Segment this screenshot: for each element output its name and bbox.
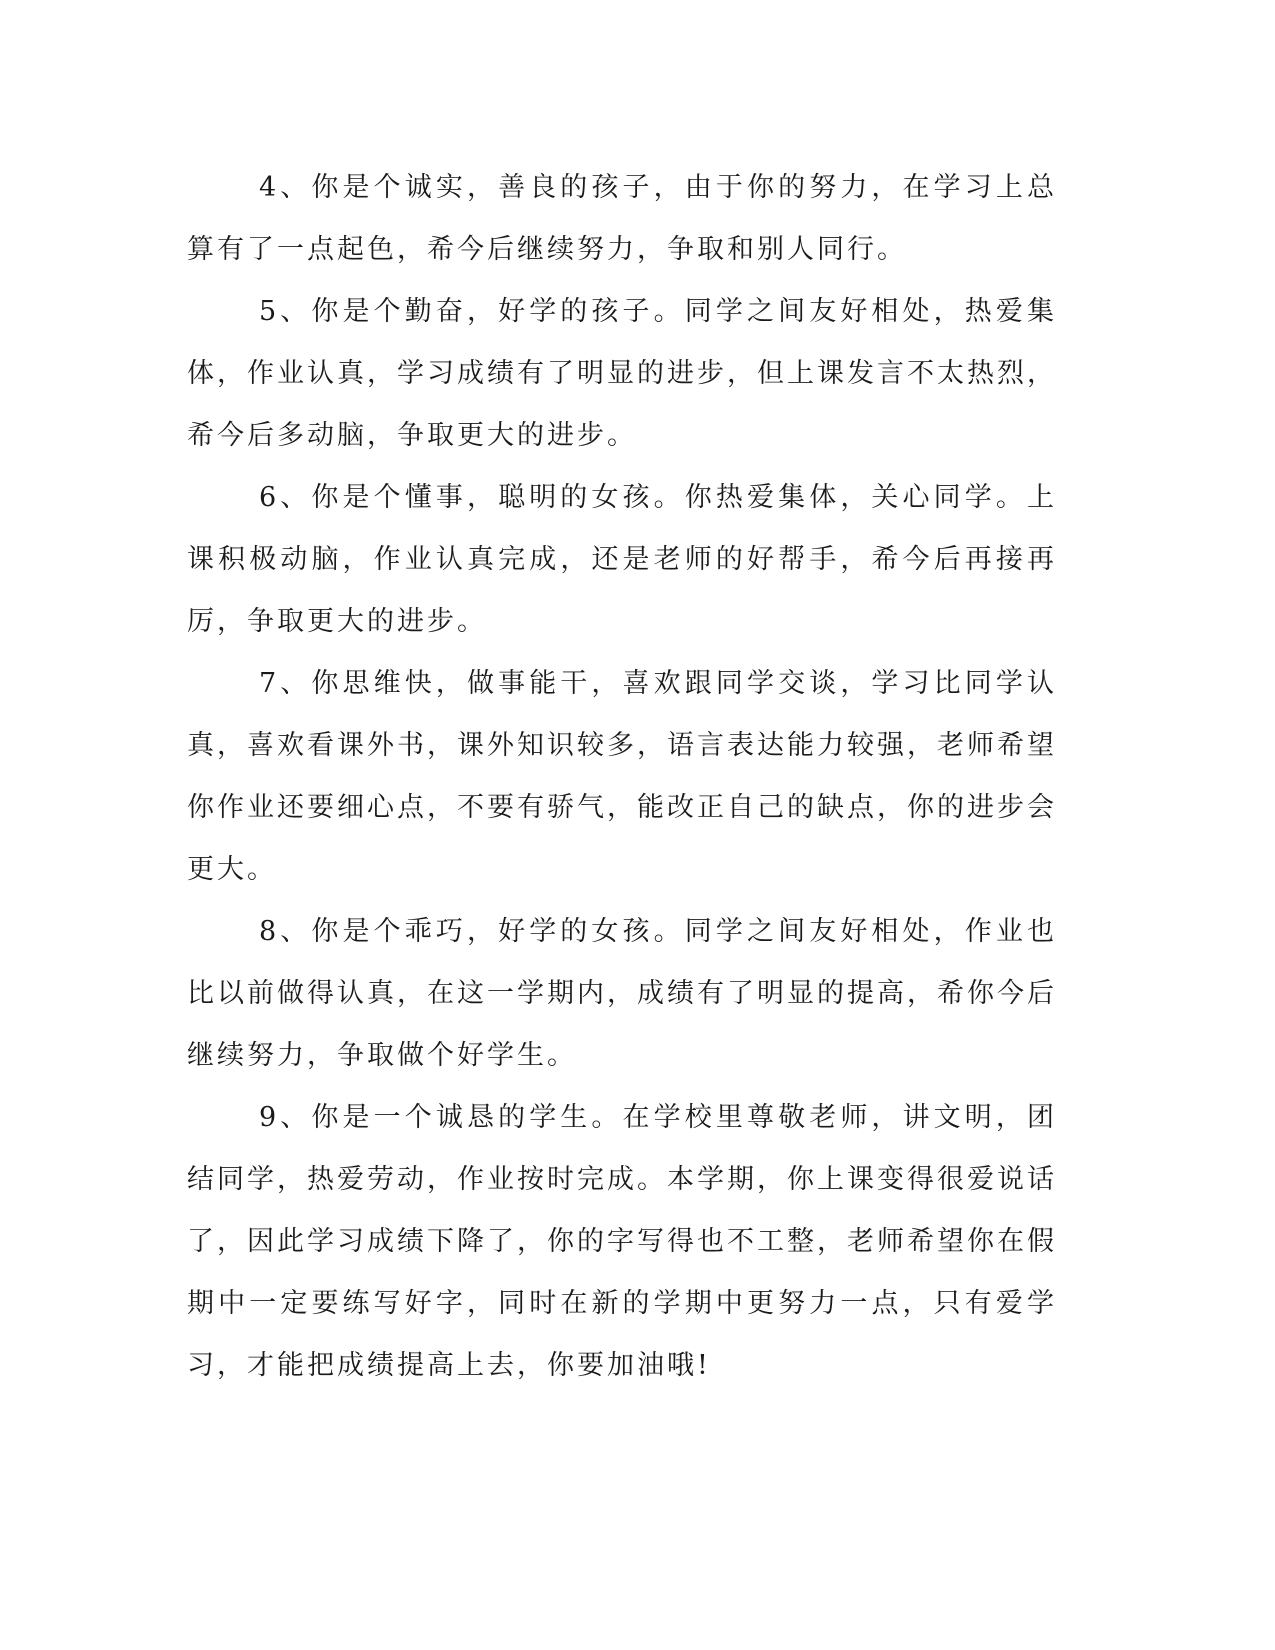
comment-paragraph-5: 5、你是个勤奋，好学的孩子。同学之间友好相处，热爱集体，作业认真，学习成绩有了明显的进步，但上课发言不太热烈，希今后多动脑，争取更大的进步。 [187, 296, 1057, 451]
document-body [187, 157, 1057, 1397]
comment-paragraph-9: 9、你是一个诚恳的学生。在学校里尊敬老师，讲文明，团结同学，热爱劳动，作业按时完成。本学期，你上课变得很爱说话了，因此学习成绩下降了，你的字写得也不工整，老师希望你在假期中一定要练写好字，同时在新的学期中更努力一点，只有爱学习，才能把成绩提高上去，你要加油哦! [187, 1102, 1057, 1381]
comment-paragraph-4: 4、你是个诚实，善良的孩子，由于你的努力，在学习上总算有了一点起色，希今后继续努力，争取和别人同行。 [187, 172, 1057, 265]
comment-paragraph-7: 7、你思维快，做事能干，喜欢跟同学交谈，学习比同学认真，喜欢看课外书，课外知识较多，语言表达能力较强，老师希望你作业还要细心点，不要有骄气，能改正自己的缺点，你的进步会更大。 [187, 668, 1057, 885]
comment-paragraph-8: 8、你是个乖巧，好学的女孩。同学之间友好相处，作业也比以前做得认真，在这一学期内，成绩有了明显的提高，希你今后继续努力，争取做个好学生。 [187, 916, 1057, 1071]
comment-paragraph-6: 6、你是个懂事，聪明的女孩。你热爱集体，关心同学。上课积极动脑，作业认真完成，还是老师的好帮手，希今后再接再厉，争取更大的进步。 [187, 482, 1057, 637]
